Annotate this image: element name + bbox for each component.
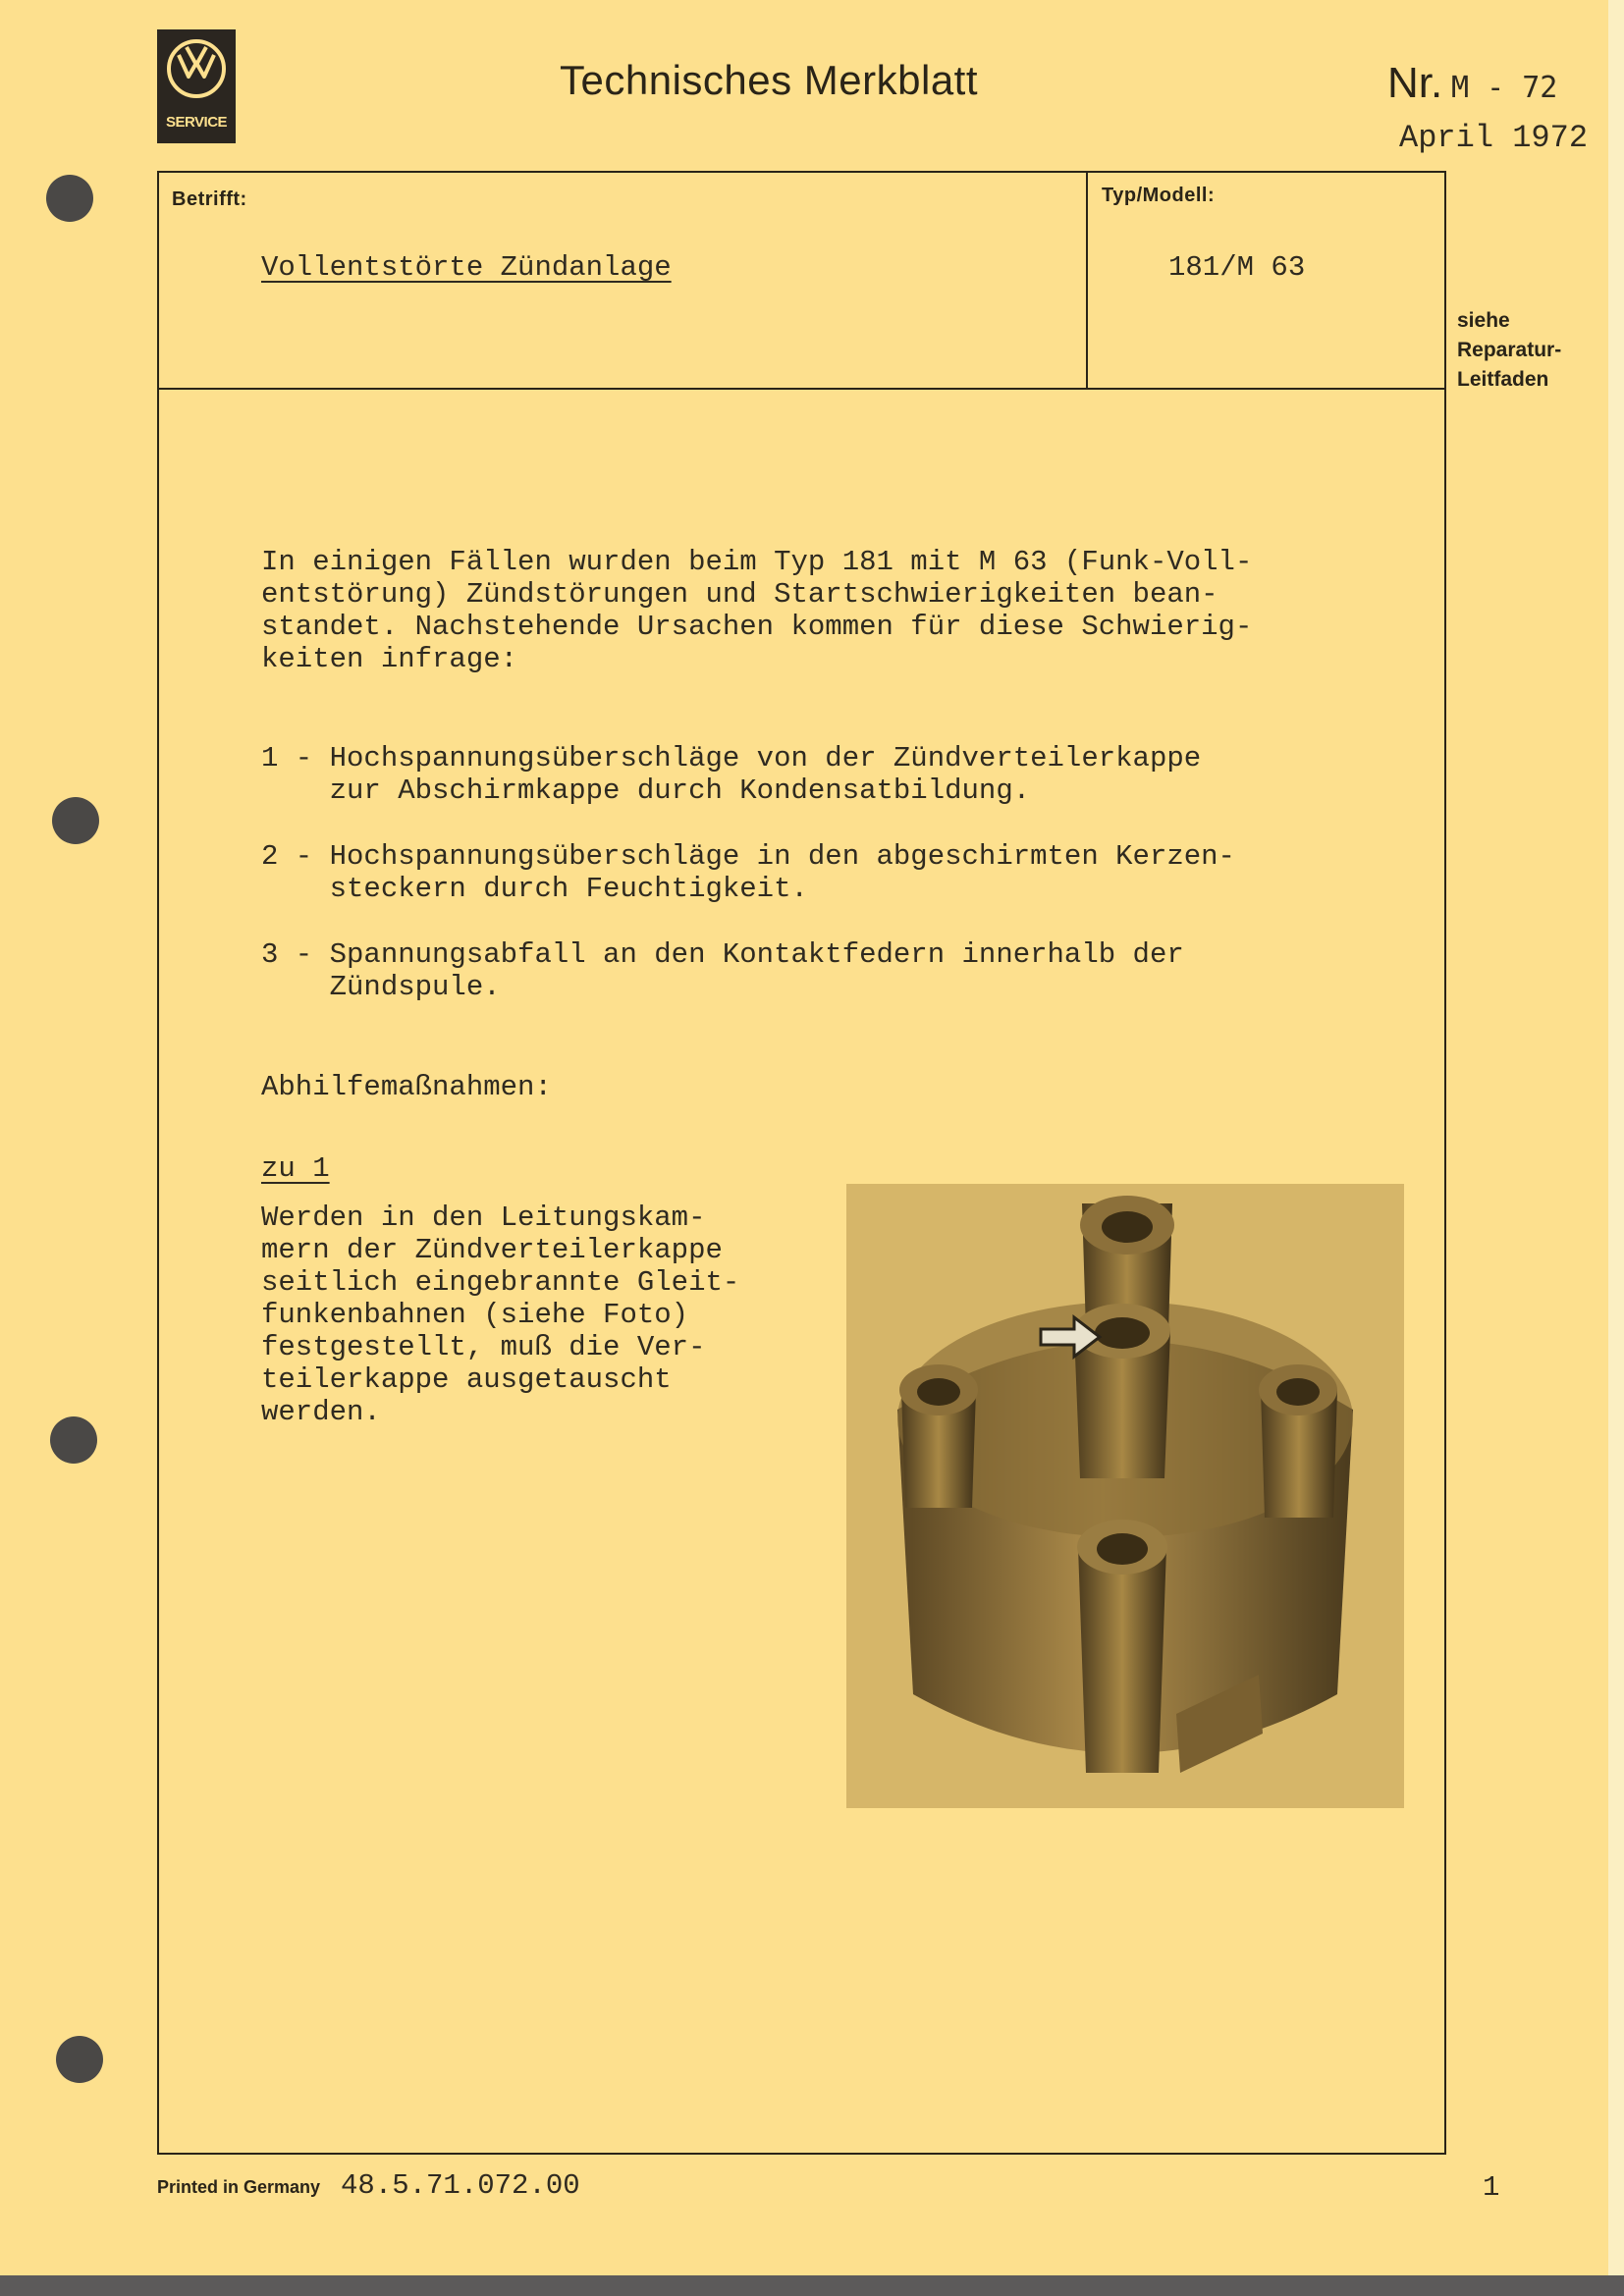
distributor-cap-photo (846, 1184, 1404, 1808)
page-edge (1608, 0, 1624, 2296)
number-value: M - 72 (1451, 71, 1558, 105)
sidenote-line: Reparatur- (1457, 339, 1562, 361)
document-title: Technisches Merkblatt (560, 57, 979, 103)
cause-item-2: 2 - Hochspannungsüberschläge in den abgeschirmten Kerzen- steckern durch Feuchtigkeit. (261, 840, 1235, 905)
distributor-cap-icon (846, 1184, 1404, 1808)
typ-label: Typ/Modell: (1102, 185, 1216, 206)
remedies-heading: Abhilfemaßnahmen: (261, 1071, 552, 1103)
subject-label: Betrifft: (172, 188, 247, 210)
content-frame (157, 171, 1446, 2155)
punch-hole (56, 2036, 103, 2083)
header-separator (157, 388, 1446, 390)
cause-item-1: 1 - Hochspannungsüberschläge von der Zündverteilerkappe zur Abschirmkappe durch Kondensatbildung. (261, 742, 1202, 807)
print-code: 48.5.71.072.00 (341, 2169, 580, 2202)
info-box-divider (1086, 173, 1088, 388)
vw-emblem-icon (165, 37, 228, 100)
punch-hole (46, 175, 93, 222)
number-label: Nr. (1387, 59, 1443, 107)
sidenote-line: Leitfaden (1457, 368, 1549, 391)
sidenote-line: siehe (1457, 309, 1510, 332)
logo-service-text: SERVICE (165, 114, 228, 131)
scan-bottom-strip (0, 2275, 1624, 2296)
cause-item-3: 3 - Spannungsabfall an den Kontaktfedern innerhalb der Zündspule. (261, 938, 1184, 1003)
punch-hole (52, 797, 99, 844)
intro-paragraph: In einigen Fällen wurden beim Typ 181 mit M 63 (Funk-Voll- entstörung) Zündstörungen und Startschwierigkeiten bean- standet. Nachstehende Ursachen kommen für diese Schwierig- keiten infrage: (261, 546, 1253, 675)
punch-hole (50, 1416, 97, 1464)
remedy-1-heading: zu 1 (261, 1152, 330, 1185)
sidenote (1457, 306, 1561, 395)
vw-service-logo (157, 29, 236, 143)
typ-value: 181/M 63 (1168, 251, 1306, 284)
issue-date: April 1972 (1399, 120, 1589, 156)
page-number: 1 (1483, 2171, 1500, 2204)
printed-in-label: Printed in Germany (157, 2177, 321, 2197)
remedy-1-text: Werden in den Leitungskam- mern der Zündverteilerkappe seitlich eingebrannte Gleit- funkenbahnen (siehe Foto) festgestellt, muß die Ver- teilerkappe ausgetauscht werden. (261, 1201, 740, 1428)
subject-text: Vollentstörte Zündanlage (261, 251, 672, 284)
